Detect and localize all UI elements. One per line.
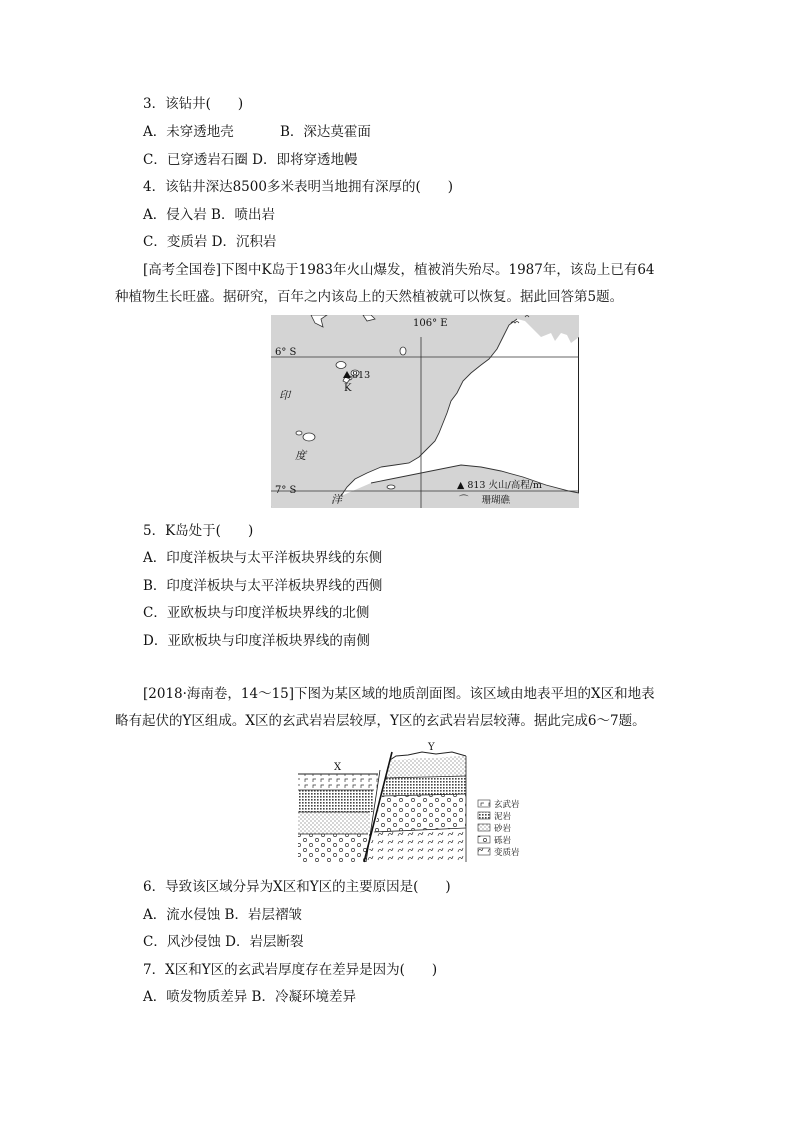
q3-stem: 3．该钻井( ) [143, 96, 244, 112]
sea-label-yang: 洋 [331, 493, 342, 506]
coral-reef-legend-icon: ⌒ [459, 495, 469, 506]
q5-option-c: C．亚欧板块与印度洋板块界线的北侧 [143, 605, 370, 621]
legend-metamorphic: 变质岩 [494, 848, 520, 858]
island-k-label: K [344, 383, 352, 394]
volcano-legend-icon: ▲ [457, 480, 465, 491]
longitude-label: 106° E [413, 318, 448, 329]
passage1-line1: [高考全国卷]下图中K岛于1983年火山爆发，植被消失殆尽。1987年，该岛上已有64 [143, 262, 655, 278]
q3-option-cd: C．已穿透岩石圈 D．即将穿透地幔 [143, 152, 358, 168]
passage2-line1: [2018·海南卷，14～15]下图为某区域的地质剖面图。该区域由地表平坦的X区和地表 [143, 686, 655, 702]
q4-option-ab: A．侵入岩 B．喷出岩 [143, 207, 275, 223]
legend-mudstone: 泥岩 [494, 812, 512, 822]
q6-stem: 6．导致该区域分异为X区和Y区的主要原因是( ) [143, 879, 451, 895]
geologic-cross-section [296, 742, 536, 864]
q6-option-cd: C．风沙侵蚀 D．岩层断裂 [143, 934, 304, 950]
volcano-elevation-label: 813 [352, 370, 371, 381]
q5-stem: 5．K岛处于( ) [143, 523, 254, 539]
q3-option-b: B．深达莫霍面 [280, 124, 371, 140]
legend-sandstone: 砂岩 [494, 824, 512, 834]
q5-option-b: B．印度洋板块与太平洋板块界线的西侧 [143, 578, 383, 594]
map-legend-reef: ⌒ 珊瑚礁 [459, 495, 511, 506]
q4-stem: 4．该钻井深达8500多米表明当地拥有深厚的( ) [143, 179, 453, 195]
latitude-label-top: 6° S [275, 347, 297, 358]
legend-basalt: 玄武岩 [494, 800, 520, 810]
q5-option-a: A．印度洋板块与太平洋板块界线的东侧 [143, 550, 383, 566]
q3-option-a: A．未穿透地壳 [143, 124, 234, 140]
q4-option-cd: C．变质岩 D．沉积岩 [143, 234, 277, 250]
latitude-label-bottom: 7° S [275, 485, 297, 496]
sea-label-yin: 印 [279, 389, 290, 402]
sea-label-du: 度 [295, 449, 306, 462]
q5-option-d: D．亚欧板块与印度洋板块界线的南侧 [143, 633, 370, 649]
region-y-label: Y [428, 742, 435, 753]
legend-conglomerate: 砾岩 [494, 836, 512, 846]
passage1-line2: 种植物生长旺盛。据研究，百年之内该岛上的天然植被就可以恢复。据此回答第5题。 [115, 289, 624, 305]
passage2-line2: 略有起伏的Y区组成。X区的玄武岩岩层较厚，Y区的玄武岩岩层较薄。据此完成6～7题。 [115, 713, 646, 729]
q7-option-ab: A．喷发物质差异 B．冷凝环境差异 [143, 989, 356, 1005]
region-x-label: X [334, 762, 342, 773]
q6-option-ab: A．流水侵蚀 B．岩层褶皱 [143, 907, 302, 923]
q7-stem: 7．X区和Y区的玄武岩厚度存在差异是因为( ) [143, 962, 438, 978]
map-legend-volcano: ▲ 813 火山/高程/m [457, 480, 542, 491]
